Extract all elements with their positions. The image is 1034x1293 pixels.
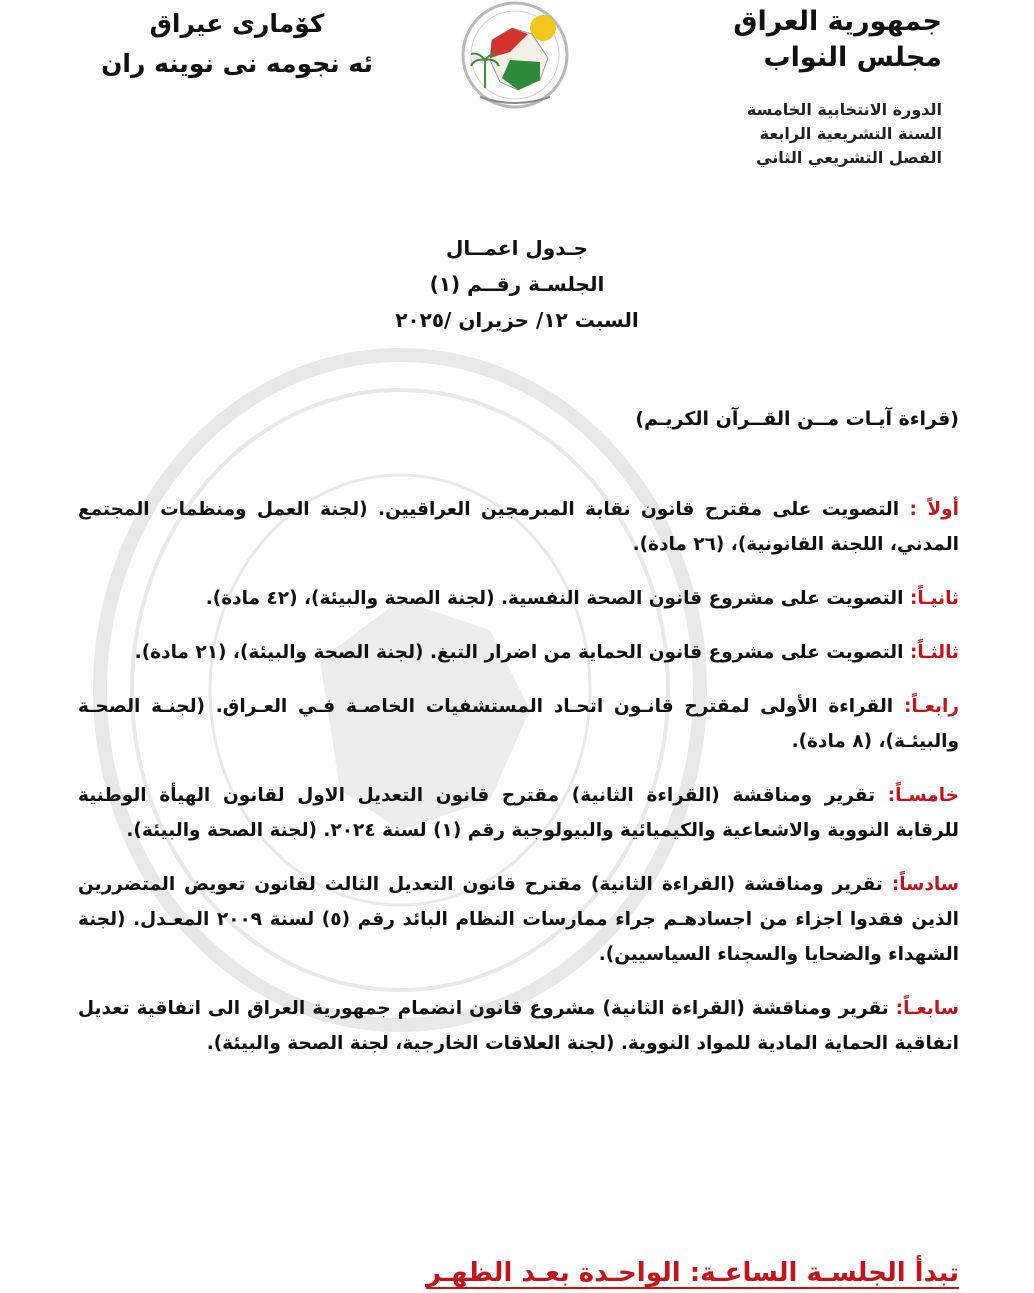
- electoral-cycle: الدورة الانتخابية الخامسة: [746, 100, 942, 119]
- agenda-item: [78, 581, 959, 616]
- header-arabic: [602, 4, 942, 170]
- agenda-item-number: أولاً :: [909, 499, 959, 520]
- country-name: جمهورية العراق: [733, 6, 942, 37]
- agenda-item-text: القراءة الأولى لمقترح قانـون اتحـاد المستشفيات الخاصـة فـي العـراق. (لجنـة الصحـة والبيئـة)، (٨ مادة).: [78, 696, 959, 752]
- agenda-item: [78, 778, 959, 848]
- session-start-time: تبدأ الجلسـة الساعـة: الواحـدة بعـد الظهـر: [426, 1258, 959, 1288]
- agenda-item-text: التصويت على مشروع قانون الصحة النفسية. (لجنة الصحة والبيئة)، (٤٢ مادة).: [205, 588, 904, 609]
- agenda-title: [0, 230, 1034, 338]
- agenda-heading: جـدول اعمــال: [445, 236, 588, 260]
- agenda-item-text: التصويت على مشروع قانون الحماية من اضرار التبغ. (لجنة الصحة والبيئة)، (٢١ مادة).: [134, 642, 904, 663]
- agenda-item-number: ثانيـاً:: [909, 588, 959, 609]
- agenda-item-number: رابعـاً:: [903, 696, 959, 717]
- agenda-item-text: تقرير ومناقشة (القراءة الثانية) مقترح قانون التعديل الثالث لقانون تعويض المتضررين الذين فقدوا اجزاء من اجسادهـم جراء ممارسات النظام البائد رقم (٥) لسنة ٢٠٠٩ المعـدل. (لجنة الشهداء والضحايا والسجناء السياسيين).: [78, 874, 959, 965]
- agenda-item: [78, 991, 959, 1061]
- agenda-item: [78, 689, 959, 759]
- agenda-item-number: سادساً:: [891, 874, 959, 895]
- iraq-parliament-emblem-icon: [440, 0, 590, 110]
- agenda-item: [78, 867, 959, 972]
- legislative-year: السنة التشريعية الرابعة: [759, 124, 942, 143]
- agenda-item-number: خامسـاً:: [887, 785, 959, 806]
- agenda-item-number: سابعـاً:: [895, 998, 959, 1019]
- agenda-list: [78, 492, 959, 1080]
- agenda-item-number: ثالثـاً:: [909, 642, 959, 663]
- agenda-item: [78, 635, 959, 670]
- agenda-item-text: تقرير ومناقشة (القراءة الثانية) مشروع قانون انضمام جمهورية العراق الى اتفاقية تعديل اتفاقية الحماية المادية للمواد النووية. (لجنة العلاقات الخارجية، لجنة الصحة والبيئة).: [78, 998, 959, 1054]
- header-kurdish: [92, 4, 382, 84]
- kurdish-country-name: كۆمارى عيراق: [149, 9, 325, 38]
- agenda-item-text: تقرير ومناقشة (القراءة الثانية) مقترح قانون التعديل الاول لقانون الهيأة الوطنية للرقابة النووية والاشعاعية والكيميائية والبيولوجية رقم (١) لسنة ٢٠٢٤. (لجنة الصحة والبيئة).: [78, 785, 959, 841]
- legislative-term: الفصل التشريعي الثاني: [756, 148, 942, 167]
- agenda-item-text: التصويت على مقترح قانون نقابة المبرمجين العراقيين. (لجنة العمل ومنظمات المجتمع المدني، اللجنة القانونية)، (٢٦ مادة).: [78, 499, 959, 555]
- session-date: السبت ١٢/ حزيران /٢٠٢٥: [395, 308, 639, 332]
- agenda-item: [78, 492, 959, 562]
- kurdish-council-name: ئه نجومه نی نوینه ران: [101, 49, 373, 78]
- council-name: مجلس النواب: [763, 42, 942, 73]
- session-terms: [602, 98, 942, 170]
- session-number: الجلسـة رقــم (١): [429, 272, 605, 296]
- opening-quran-reading: (قراءة آيـات مــن القــرآن الكريـم): [635, 408, 959, 430]
